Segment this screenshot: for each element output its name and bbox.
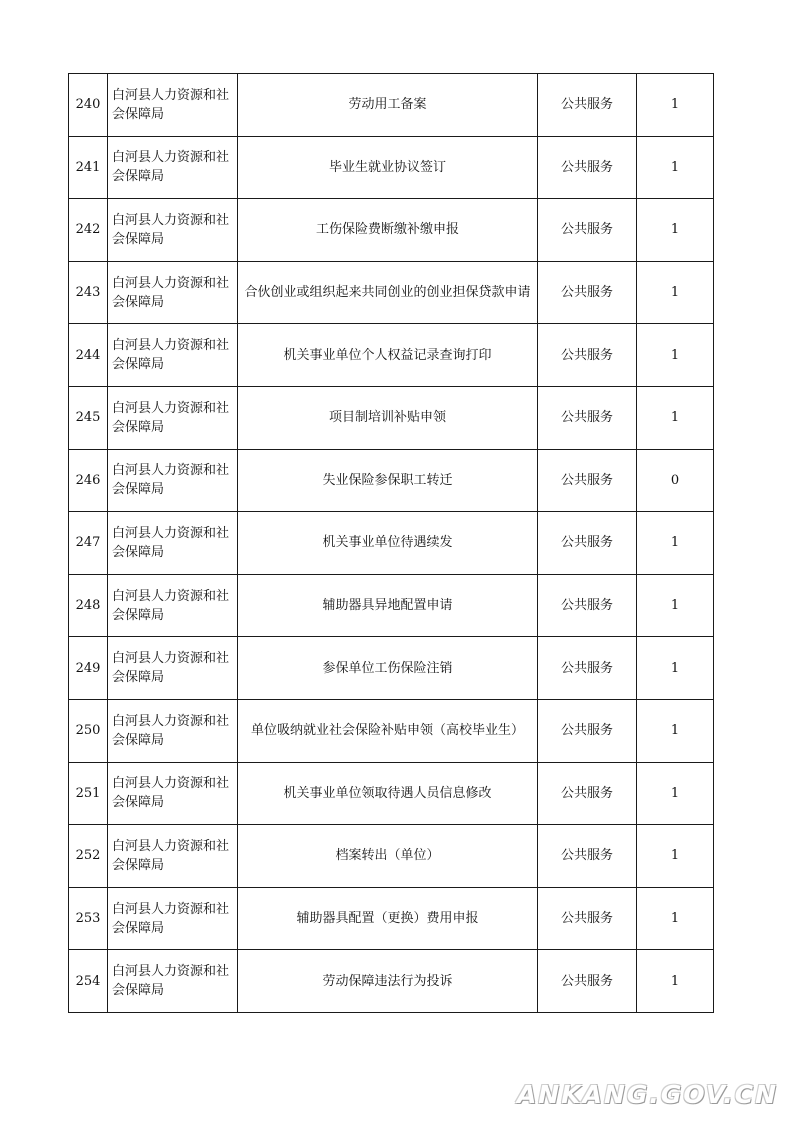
service-name-cell: 毕业生就业协议签订	[238, 136, 538, 199]
service-type-cell: 公共服务	[538, 261, 637, 324]
count-cell: 1	[637, 637, 714, 700]
table-row	[69, 699, 714, 762]
department-cell: 白河县人力资源和社会保障局	[108, 825, 238, 888]
department-cell: 白河县人力资源和社会保障局	[108, 324, 238, 387]
row-number: 247	[69, 512, 108, 575]
service-type-cell: 公共服务	[538, 762, 637, 825]
document-sheet	[68, 73, 713, 1013]
service-name-cell: 劳动保障违法行为投诉	[238, 950, 538, 1013]
department-cell: 白河县人力资源和社会保障局	[108, 261, 238, 324]
service-type-cell: 公共服务	[538, 512, 637, 575]
department-cell: 白河县人力资源和社会保障局	[108, 449, 238, 512]
count-cell: 1	[637, 386, 714, 449]
service-name-cell: 单位吸纳就业社会保险补贴申领（高校毕业生）	[238, 699, 538, 762]
department-cell: 白河县人力资源和社会保障局	[108, 199, 238, 262]
row-number: 248	[69, 574, 108, 637]
service-name-cell: 项目制培训补贴申领	[238, 386, 538, 449]
row-number: 252	[69, 825, 108, 888]
table-row	[69, 386, 714, 449]
service-type-cell: 公共服务	[538, 699, 637, 762]
table-row	[69, 324, 714, 387]
service-name-cell: 辅助器具异地配置申请	[238, 574, 538, 637]
count-cell: 1	[637, 261, 714, 324]
service-type-cell: 公共服务	[538, 887, 637, 950]
count-cell: 1	[637, 324, 714, 387]
department-cell: 白河县人力资源和社会保障局	[108, 699, 238, 762]
service-name-cell: 合伙创业或组织起来共同创业的创业担保贷款申请	[238, 261, 538, 324]
service-type-cell: 公共服务	[538, 449, 637, 512]
count-cell: 1	[637, 887, 714, 950]
row-number: 240	[69, 74, 108, 137]
row-number: 250	[69, 699, 108, 762]
count-cell: 1	[637, 136, 714, 199]
department-cell: 白河县人力资源和社会保障局	[108, 74, 238, 137]
table-row	[69, 887, 714, 950]
service-name-cell: 劳动用工备案	[238, 74, 538, 137]
table-row	[69, 136, 714, 199]
service-type-cell: 公共服务	[538, 199, 637, 262]
row-number: 253	[69, 887, 108, 950]
service-type-cell: 公共服务	[538, 386, 637, 449]
table-row	[69, 574, 714, 637]
row-number: 242	[69, 199, 108, 262]
table-row	[69, 199, 714, 262]
service-name-cell: 参保单位工伤保险注销	[238, 637, 538, 700]
row-number: 245	[69, 386, 108, 449]
count-cell: 1	[637, 825, 714, 888]
table-row	[69, 950, 714, 1013]
service-type-cell: 公共服务	[538, 324, 637, 387]
department-cell: 白河县人力资源和社会保障局	[108, 574, 238, 637]
service-type-cell: 公共服务	[538, 74, 637, 137]
table-body	[69, 74, 714, 1013]
service-name-cell: 机关事业单位领取待遇人员信息修改	[238, 762, 538, 825]
department-cell: 白河县人力资源和社会保障局	[108, 950, 238, 1013]
department-cell: 白河县人力资源和社会保障局	[108, 512, 238, 575]
row-number: 244	[69, 324, 108, 387]
count-cell: 0	[637, 449, 714, 512]
service-name-cell: 机关事业单位待遇续发	[238, 512, 538, 575]
service-type-cell: 公共服务	[538, 825, 637, 888]
service-type-cell: 公共服务	[538, 574, 637, 637]
service-type-cell: 公共服务	[538, 637, 637, 700]
count-cell: 1	[637, 512, 714, 575]
site-watermark: ANKANG.GOV.CN	[516, 1080, 778, 1109]
department-cell: 白河县人力资源和社会保障局	[108, 637, 238, 700]
department-cell: 白河县人力资源和社会保障局	[108, 762, 238, 825]
table-row	[69, 762, 714, 825]
service-name-cell: 工伤保险费断缴补缴申报	[238, 199, 538, 262]
row-number: 243	[69, 261, 108, 324]
row-number: 241	[69, 136, 108, 199]
service-type-cell: 公共服务	[538, 950, 637, 1013]
service-items-table	[68, 73, 714, 1013]
service-name-cell: 机关事业单位个人权益记录查询打印	[238, 324, 538, 387]
service-type-cell: 公共服务	[538, 136, 637, 199]
service-name-cell: 失业保险参保职工转迁	[238, 449, 538, 512]
row-number: 246	[69, 449, 108, 512]
service-name-cell: 档案转出（单位）	[238, 825, 538, 888]
table-row	[69, 825, 714, 888]
table-row	[69, 74, 714, 137]
department-cell: 白河县人力资源和社会保障局	[108, 136, 238, 199]
service-name-cell: 辅助器具配置（更换）费用申报	[238, 887, 538, 950]
table-row	[69, 637, 714, 700]
department-cell: 白河县人力资源和社会保障局	[108, 386, 238, 449]
count-cell: 1	[637, 699, 714, 762]
row-number: 254	[69, 950, 108, 1013]
count-cell: 1	[637, 74, 714, 137]
row-number: 251	[69, 762, 108, 825]
table-row	[69, 512, 714, 575]
department-cell: 白河县人力资源和社会保障局	[108, 887, 238, 950]
count-cell: 1	[637, 762, 714, 825]
count-cell: 1	[637, 199, 714, 262]
row-number: 249	[69, 637, 108, 700]
table-row	[69, 261, 714, 324]
count-cell: 1	[637, 950, 714, 1013]
count-cell: 1	[637, 574, 714, 637]
table-row	[69, 449, 714, 512]
